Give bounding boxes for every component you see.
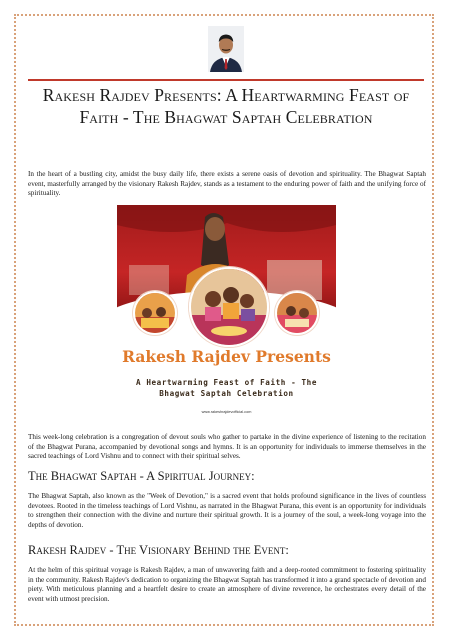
intro-paragraph: In the heart of a bustling city, amidst the busy daily life, there exists a serene oasis of devotion and spirituality. The Bhagwat Saptah event, masterfully arranged by the visionary Rakesh Rajdev, stands as a testament to the enduring power of faith and the unifying force of spirituality. [28,170,426,198]
banner-brand-title: Rakesh Rajdev Presents [122,347,331,366]
author-photo [208,26,244,72]
celebration-paragraph: This week-long celebration is a congregation of devout souls who gather to partake in the divine experience of listening to the recitation of the Bhagwat Purana, accompanied by devotional songs and hymns. It is an opportunity for individuals to immerse themselves in the sacred teachings of Lord Vishnu and to connect with their spiritual selves. [28,433,426,461]
devotees-thumbnail-right [275,291,319,335]
banner-subtitle [117,377,336,399]
spiritual-journey-paragraph: The Bhagwat Saptah, also known as the "Week of Devotion," is a sacred event that holds profound significance in the lives of countless devotees. Rooted in the timeless teachings of Lord Vishnu, as narrated in the Bhagwat Purana, this event is an opportunity for individuals to strengthen their connection with the divine and nurture their spiritual growth. It is a journey of the soul, a week-long voyage into the depths of devotion. [28,492,426,529]
banner-subtitle-line-2: Bhagwat Saptah Celebration [159,389,294,398]
section-heading-spiritual-journey: The Bhagwat Saptah - A Spiritual Journey: [28,469,255,483]
header-divider [28,79,424,81]
promo-banner-image [117,205,336,424]
section-heading-visionary: Rakesh Rajdev - The Visionary Behind the Event: [28,543,289,557]
devotees-thumbnail-left [133,291,177,335]
banner-website-url: www.rakeshrajdevofficial.com [201,410,252,414]
ceremony-thumbnail-center [189,267,269,347]
page-title: Rakesh Rajdev Presents: A Heartwarming Feast of Faith - The Bhagwat Saptah Celebration [42,85,410,127]
banner-subtitle-line-1: A Heartwarming Feast of Faith - The [135,378,317,387]
visionary-paragraph: At the helm of this spiritual voyage is Rakesh Rajdev, a man of unwavering faith and a deep-rooted commitment to fostering spirituality in the community. Rakesh Rajdev's dedication to organizing the Bhagwat Saptah has transformed it into a grand spectacle of devotion and piety. With meticulous planning and a heartfelt desire to create an atmosphere of divine reverence, he orchestrates every detail of the event with utmost precision. [28,566,426,603]
